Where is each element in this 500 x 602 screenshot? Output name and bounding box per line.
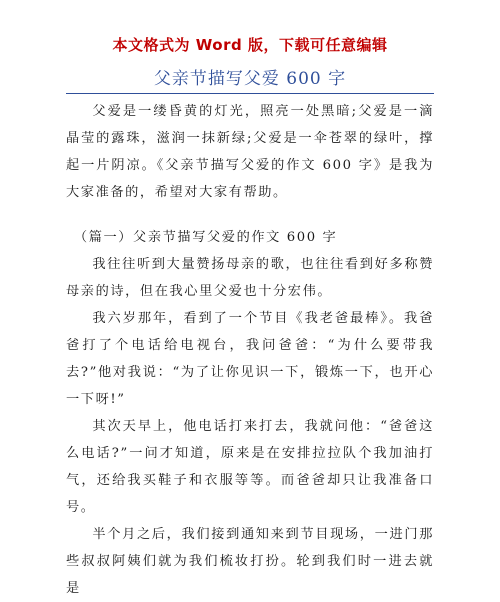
format-banner: 本文格式为 Word 版，下载可任意编辑 bbox=[112, 36, 388, 54]
document-body bbox=[66, 98, 434, 602]
paragraph: 其次天早上，他电话打来打去，我就问他：“爸爸这么电话?”一问才知道，原来是在安排拉拉队个我加油打气，还给我买鞋子和衣服等等。而爸爸却只让我准备口号。 bbox=[66, 419, 434, 515]
document-title: 父亲节描写父爱 600 字 bbox=[153, 69, 347, 89]
paragraph-intro: 父爱是一缕昏黄的灯光，照亮一处黑暗;父爱是一滴晶莹的露珠，滋润一抹新绿;父爱是一伞苍翠的绿叶，撑起一片阴凉。《父亲节描写父爱的作文 600 字》是我为大家准备的，希望对大家有帮助。 bbox=[66, 104, 434, 200]
section-heading: （篇一）父亲节描写父爱的作文 600 字 bbox=[73, 230, 338, 245]
paragraph: 我往往听到大量赞扬母亲的歌，也往往看到好多称赞母亲的诗，但在我心里父爱也十分宏伟。 bbox=[66, 257, 434, 299]
paragraph: 半个月之后，我们接到通知来到节目现场，一进门那些叔叔阿姨们就为我们梳妆打扮。轮到我们时一进去就是 bbox=[66, 527, 434, 596]
paragraph: 我六岁那年，看到了一个节目《我老爸最棒》。我爸爸打了个电话给电视台，我问爸爸：“为什么要带我去?”他对我说：“为了让你见识一下，锻炼一下，也开心一下呀!” bbox=[66, 311, 434, 407]
title-divider bbox=[66, 93, 434, 94]
